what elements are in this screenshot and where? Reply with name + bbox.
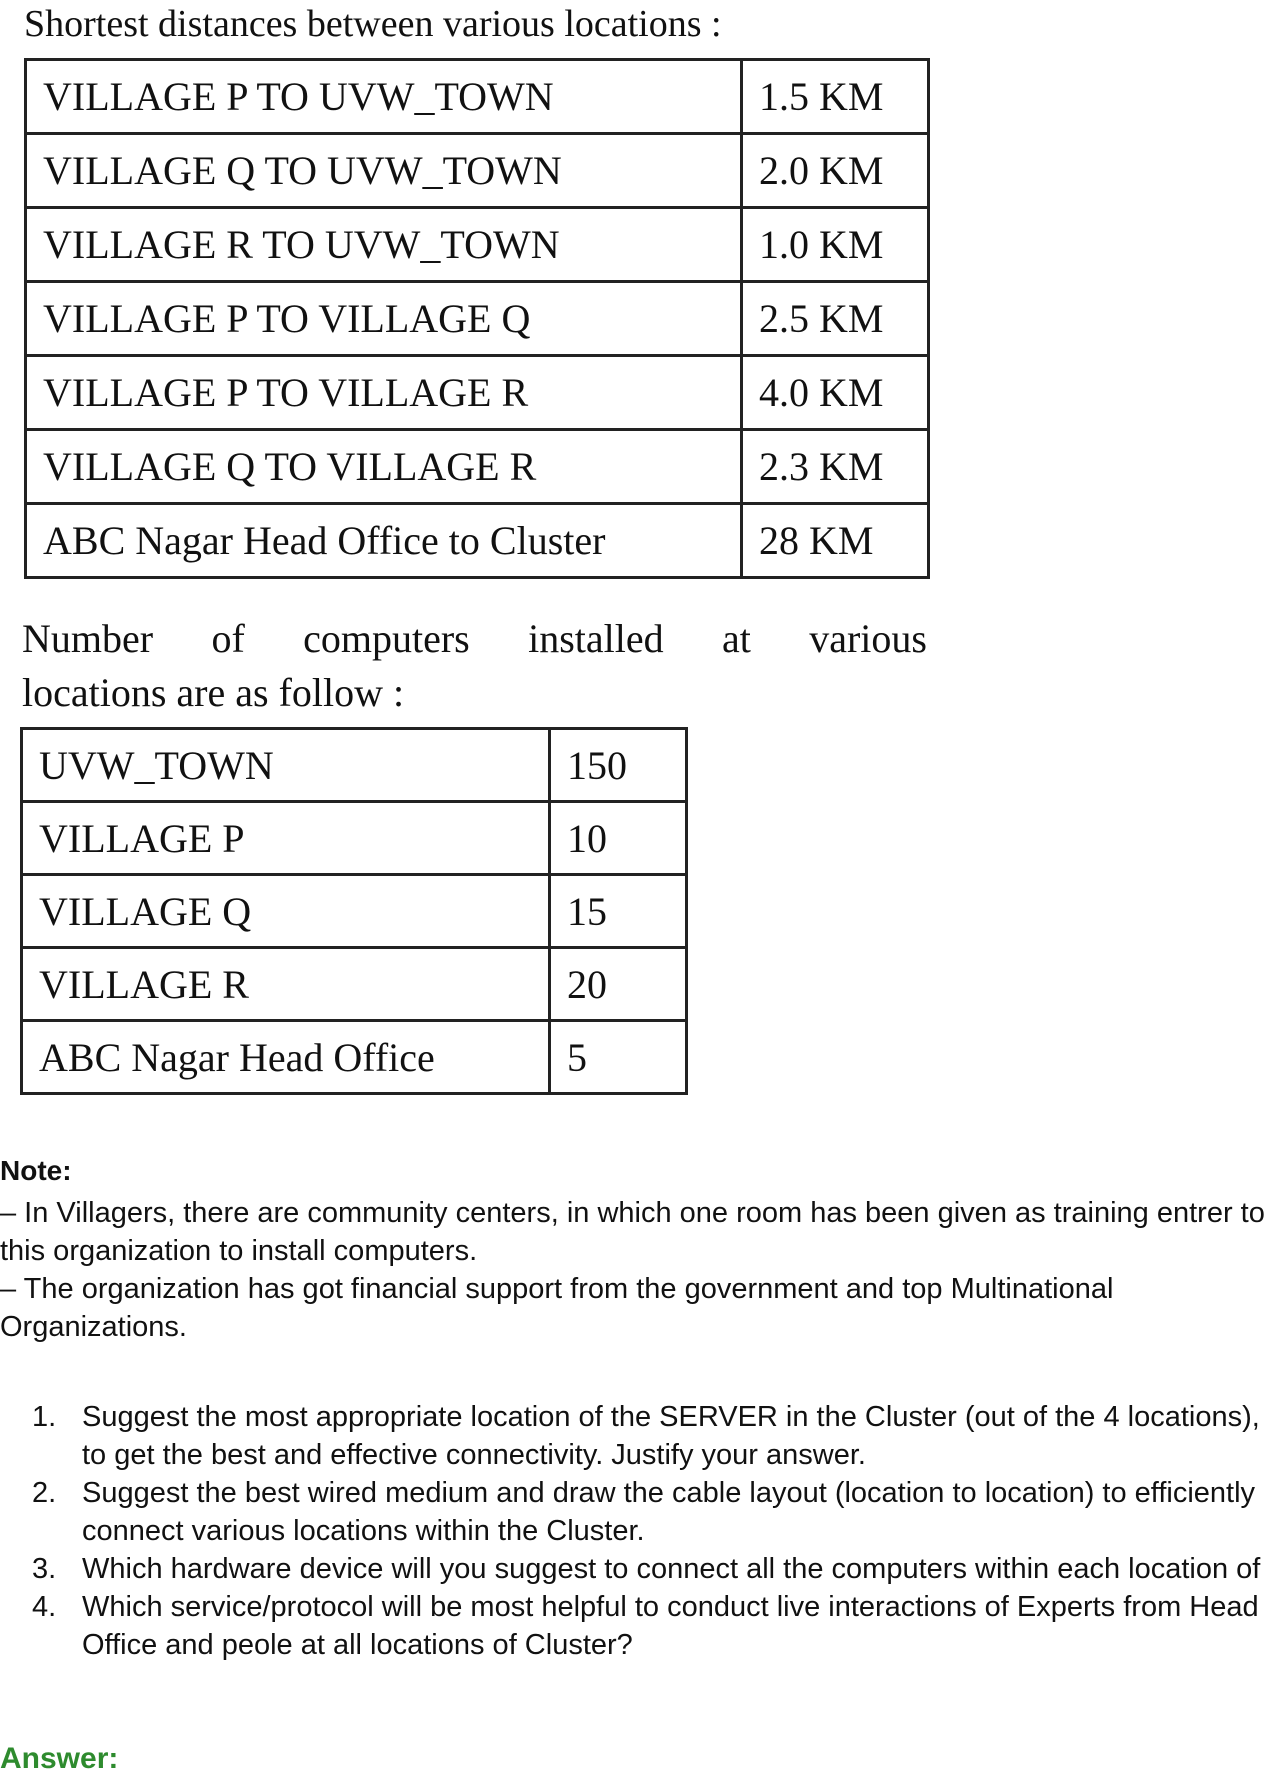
count-cell: 10	[550, 802, 687, 875]
question-text: Suggest the best wired medium and draw the cable layout (location to location) to efficiently connect various locations within the Cluster.	[82, 1477, 1256, 1547]
table-row	[22, 729, 687, 802]
heading-word: various	[809, 616, 927, 661]
question-number: 3.	[32, 1553, 57, 1585]
question-number: 4.	[32, 1591, 57, 1623]
table-row	[22, 948, 687, 1021]
location-cell: VILLAGE P	[22, 802, 550, 875]
note-body	[0, 1194, 1284, 1346]
distances-table	[24, 58, 930, 579]
heading-word: Number	[22, 616, 154, 661]
count-cell: 15	[550, 875, 687, 948]
distance-cell: 2.3 KM	[742, 430, 929, 504]
route-cell: VILLAGE P TO VILLAGE Q	[26, 282, 742, 356]
question-number: 2.	[32, 1477, 57, 1509]
computers-table	[20, 727, 688, 1095]
note-line: – In Villagers, there are community centers, in which one room has been given as training entrer to this organization to install computers.	[0, 1197, 1265, 1267]
location-cell: VILLAGE R	[22, 948, 550, 1021]
route-cell: VILLAGE P TO UVW_TOWN	[26, 60, 742, 134]
table-row	[22, 802, 687, 875]
count-cell: 5	[550, 1021, 687, 1094]
table-row	[26, 356, 929, 430]
table-row	[26, 60, 929, 134]
question-item	[0, 1398, 1284, 1474]
table-row	[26, 430, 929, 504]
question-item	[0, 1588, 1284, 1664]
location-cell: UVW_TOWN	[22, 729, 550, 802]
distance-cell: 2.5 KM	[742, 282, 929, 356]
computers-heading-line2: locations are as follow :	[22, 670, 405, 715]
count-cell: 20	[550, 948, 687, 1021]
table-row	[26, 208, 929, 282]
route-cell: VILLAGE Q TO UVW_TOWN	[26, 134, 742, 208]
answer-label: Answer:	[0, 1742, 119, 1775]
question-text: Suggest the most appropriate location of the SERVER in the Cluster (out of the 4 locations), to get the best and effective connectivity. Justify your answer.	[82, 1401, 1260, 1471]
computers-heading-line1	[22, 612, 927, 666]
table-row	[22, 1021, 687, 1094]
route-cell: VILLAGE Q TO VILLAGE R	[26, 430, 742, 504]
computers-heading	[22, 612, 927, 720]
question-item	[0, 1550, 1284, 1588]
count-cell: 150	[550, 729, 687, 802]
heading-word: installed	[528, 616, 664, 661]
distance-cell: 1.0 KM	[742, 208, 929, 282]
table-row	[26, 134, 929, 208]
table-row	[26, 504, 929, 578]
note-line: – The organization has got financial support from the government and top Multinational Organizations.	[0, 1273, 1114, 1343]
distances-heading: Shortest distances between various locations :	[24, 3, 722, 45]
question-list	[0, 1398, 1284, 1664]
heading-word: of	[211, 616, 245, 661]
route-cell: ABC Nagar Head Office to Cluster	[26, 504, 742, 578]
table-row	[22, 875, 687, 948]
question-text: Which service/protocol will be most helpful to conduct live interactions of Experts from Head Office and peole at all locations of Cluster?	[82, 1591, 1259, 1661]
question-number: 1.	[32, 1401, 57, 1433]
heading-word: at	[722, 616, 751, 661]
heading-word: computers	[303, 616, 470, 661]
note-title: Note:	[0, 1155, 72, 1186]
distance-cell: 1.5 KM	[742, 60, 929, 134]
distance-cell: 4.0 KM	[742, 356, 929, 430]
distance-cell: 2.0 KM	[742, 134, 929, 208]
route-cell: VILLAGE R TO UVW_TOWN	[26, 208, 742, 282]
location-cell: ABC Nagar Head Office	[22, 1021, 550, 1094]
location-cell: VILLAGE Q	[22, 875, 550, 948]
distance-cell: 28 KM	[742, 504, 929, 578]
route-cell: VILLAGE P TO VILLAGE R	[26, 356, 742, 430]
question-text: Which hardware device will you suggest to connect all the computers within each location of	[82, 1553, 1261, 1585]
table-row	[26, 282, 929, 356]
question-item	[0, 1474, 1284, 1550]
